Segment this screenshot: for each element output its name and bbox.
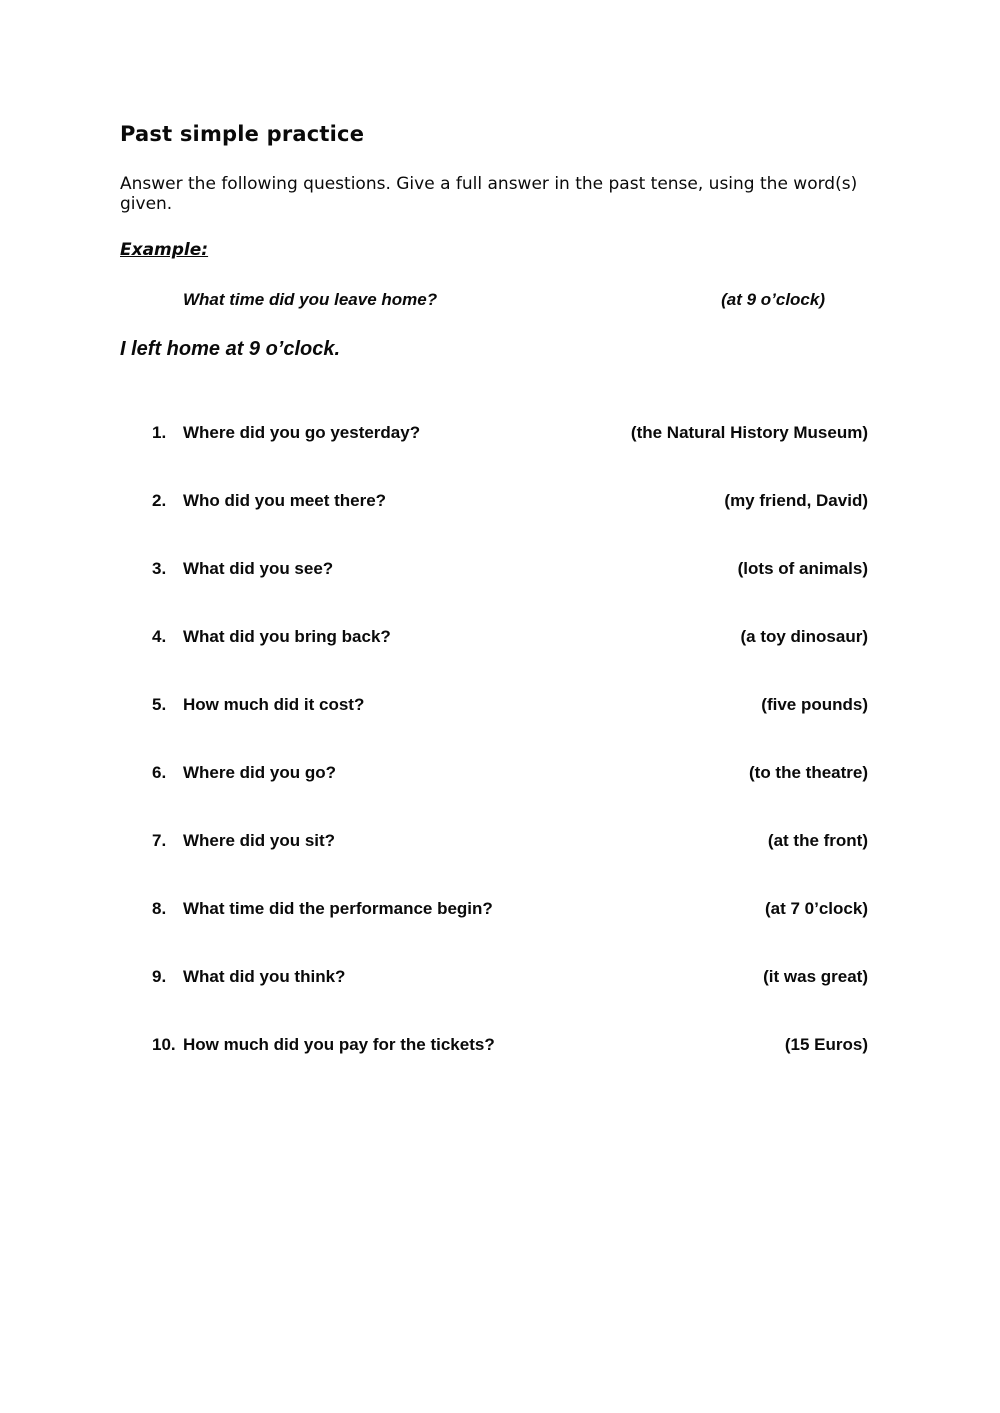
answer-hint: (my friend, David)	[724, 491, 868, 510]
question-row	[152, 695, 880, 715]
question-row	[152, 559, 880, 579]
question-text: Where did you sit?	[183, 831, 336, 850]
question	[152, 831, 335, 851]
answer-hint: (five pounds)	[761, 695, 868, 714]
question-number: 6.	[152, 763, 167, 782]
question-number: 5.	[152, 695, 167, 714]
question-row	[152, 831, 880, 851]
question-row	[152, 967, 880, 987]
question-text: What did you think?	[183, 967, 346, 986]
question	[152, 967, 345, 987]
example-label: Example:	[120, 240, 209, 260]
question-text: Who did you meet there?	[183, 491, 387, 510]
question-number: 8.	[152, 899, 167, 918]
question-number: 10.	[152, 1035, 176, 1054]
question-text: What did you see?	[183, 559, 334, 578]
question-row	[152, 763, 880, 783]
answer-hint: (a toy dinosaur)	[740, 627, 868, 646]
question	[152, 763, 336, 783]
worksheet-title: Past simple practice	[120, 122, 365, 146]
worksheet-instructions: Answer the following questions. Give a full answer in the past tense, using the word(s) given.	[120, 174, 858, 214]
answer-hint: (at the front)	[767, 831, 868, 850]
example-row	[120, 290, 880, 310]
question-row	[152, 1035, 880, 1055]
question	[152, 695, 364, 715]
question	[152, 1035, 495, 1055]
question-text: Where did you go yesterday?	[183, 423, 421, 442]
question-row	[152, 423, 880, 443]
question-row	[152, 491, 880, 511]
question	[152, 627, 391, 647]
question-number: 7.	[152, 831, 167, 850]
question-text: How much did you pay for the tickets?	[183, 1035, 495, 1054]
question-number: 1.	[152, 423, 167, 442]
question-text: What time did the performance begin?	[183, 899, 493, 918]
question-row	[152, 627, 880, 647]
question	[152, 899, 493, 919]
example-hint: (at 9 o’clock)	[721, 290, 825, 309]
answer-hint: (lots of animals)	[737, 559, 868, 578]
answer-hint: (the Natural History Museum)	[630, 423, 868, 442]
question-text: How much did it cost?	[183, 695, 365, 714]
question-list	[120, 423, 880, 1055]
answer-hint: (15 Euros)	[784, 1035, 868, 1054]
answer-hint: (to the theatre)	[749, 763, 868, 782]
answer-hint: (at 7 0’clock)	[765, 899, 868, 918]
question	[152, 491, 386, 511]
question-number: 4.	[152, 627, 167, 646]
example-question: What time did you leave home?	[183, 290, 438, 309]
question-row	[152, 899, 880, 919]
question-number: 9.	[152, 967, 167, 986]
question	[152, 423, 420, 443]
question	[152, 559, 333, 579]
question-number: 2.	[152, 491, 167, 510]
answer-hint: (it was great)	[763, 967, 868, 986]
question-text: Where did you go?	[183, 763, 336, 782]
example-answer: I left home at 9 o’clock.	[120, 338, 341, 360]
question-number: 3.	[152, 559, 167, 578]
question-text: What did you bring back?	[183, 627, 391, 646]
